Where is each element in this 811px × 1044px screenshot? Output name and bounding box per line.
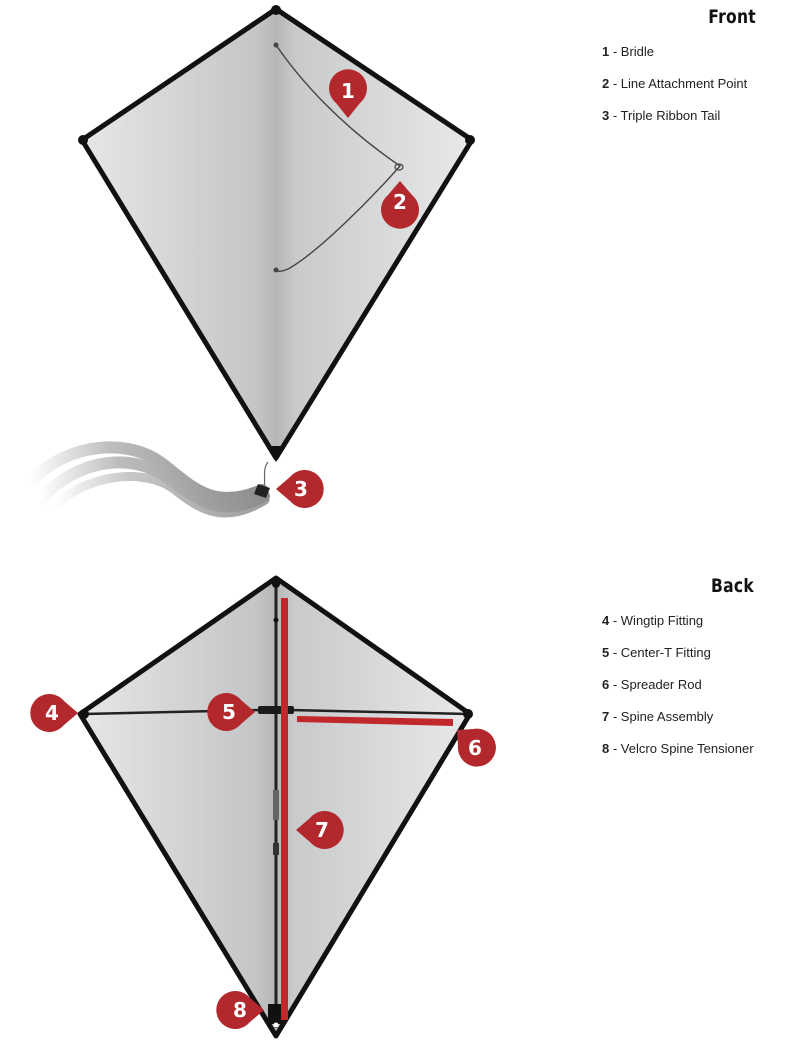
legend-number: 3 [602,108,610,123]
legend-label: - Spreader Rod [609,677,702,692]
legend-label: - Velcro Spine Tensioner [609,741,754,756]
spine-upper-dot [274,618,279,623]
front-sail [82,9,472,458]
legend-number: 6 [602,677,610,692]
front-tail-fitting [266,446,286,462]
legend-label: - Spine Assembly [609,709,714,724]
legend-number: 8 [602,741,610,756]
spine-highlight [281,598,288,1020]
legend-number: 2 [602,76,610,91]
front-left-wingtip-fitting [78,135,88,145]
callout-2-label: 2 [393,190,407,214]
front-kite [30,5,475,513]
legend-item-line-attachment-point [602,76,747,108]
front-legend [602,44,747,140]
callout-3 [276,470,324,508]
callout-6 [457,729,496,767]
legend-label: - Center-T Fitting [609,645,711,660]
back-kite [79,578,473,1036]
legend-item-bridle [602,44,747,76]
legend-label: - Wingtip Fitting [609,613,704,628]
back-legend [602,613,754,773]
legend-item-velcro-spine-tensioner [602,741,754,773]
bridle-bottom-point [274,268,279,273]
callout-3-label: 3 [294,477,308,501]
legend-label: - Bridle [609,44,655,59]
front-section-title: Front [708,6,756,28]
front-right-wingtip-fitting [465,135,475,145]
callout-4 [30,694,78,732]
back-left-wingtip-fitting [79,709,89,719]
legend-number: 5 [602,645,610,660]
callout-8-label: 8 [233,998,247,1022]
callout-4-label: 4 [45,701,59,725]
bridle-top-point [274,43,279,48]
legend-label: - Line Attachment Point [609,76,748,91]
legend-item-spreader-rod [602,677,754,709]
legend-item-wingtip-fitting [602,613,754,645]
spine-ferrule-upper [273,790,279,820]
center-t-fitting [258,706,294,714]
legend-number: 7 [602,709,610,724]
legend-item-center-t-fitting [602,645,754,677]
callout-5-label: 5 [222,700,236,724]
back-section-title: Back [711,575,754,597]
legend-label: - Triple Ribbon Tail [609,108,721,123]
legend-number: 4 [602,613,610,628]
spine-ferrule-lower [273,843,279,855]
callout-6-label: 6 [468,736,482,760]
tail-end-dot [274,1023,279,1028]
front-nose-fitting [271,5,281,15]
spine-top-cap [272,580,280,588]
legend-item-triple-ribbon-tail [602,108,747,140]
triple-ribbon-tail [30,447,270,513]
legend-item-spine-assembly [602,709,754,741]
callout-7-label: 7 [315,818,329,842]
legend-number: 1 [602,44,610,59]
callout-1-label: 1 [341,79,355,103]
back-right-wingtip-fitting [463,709,473,719]
